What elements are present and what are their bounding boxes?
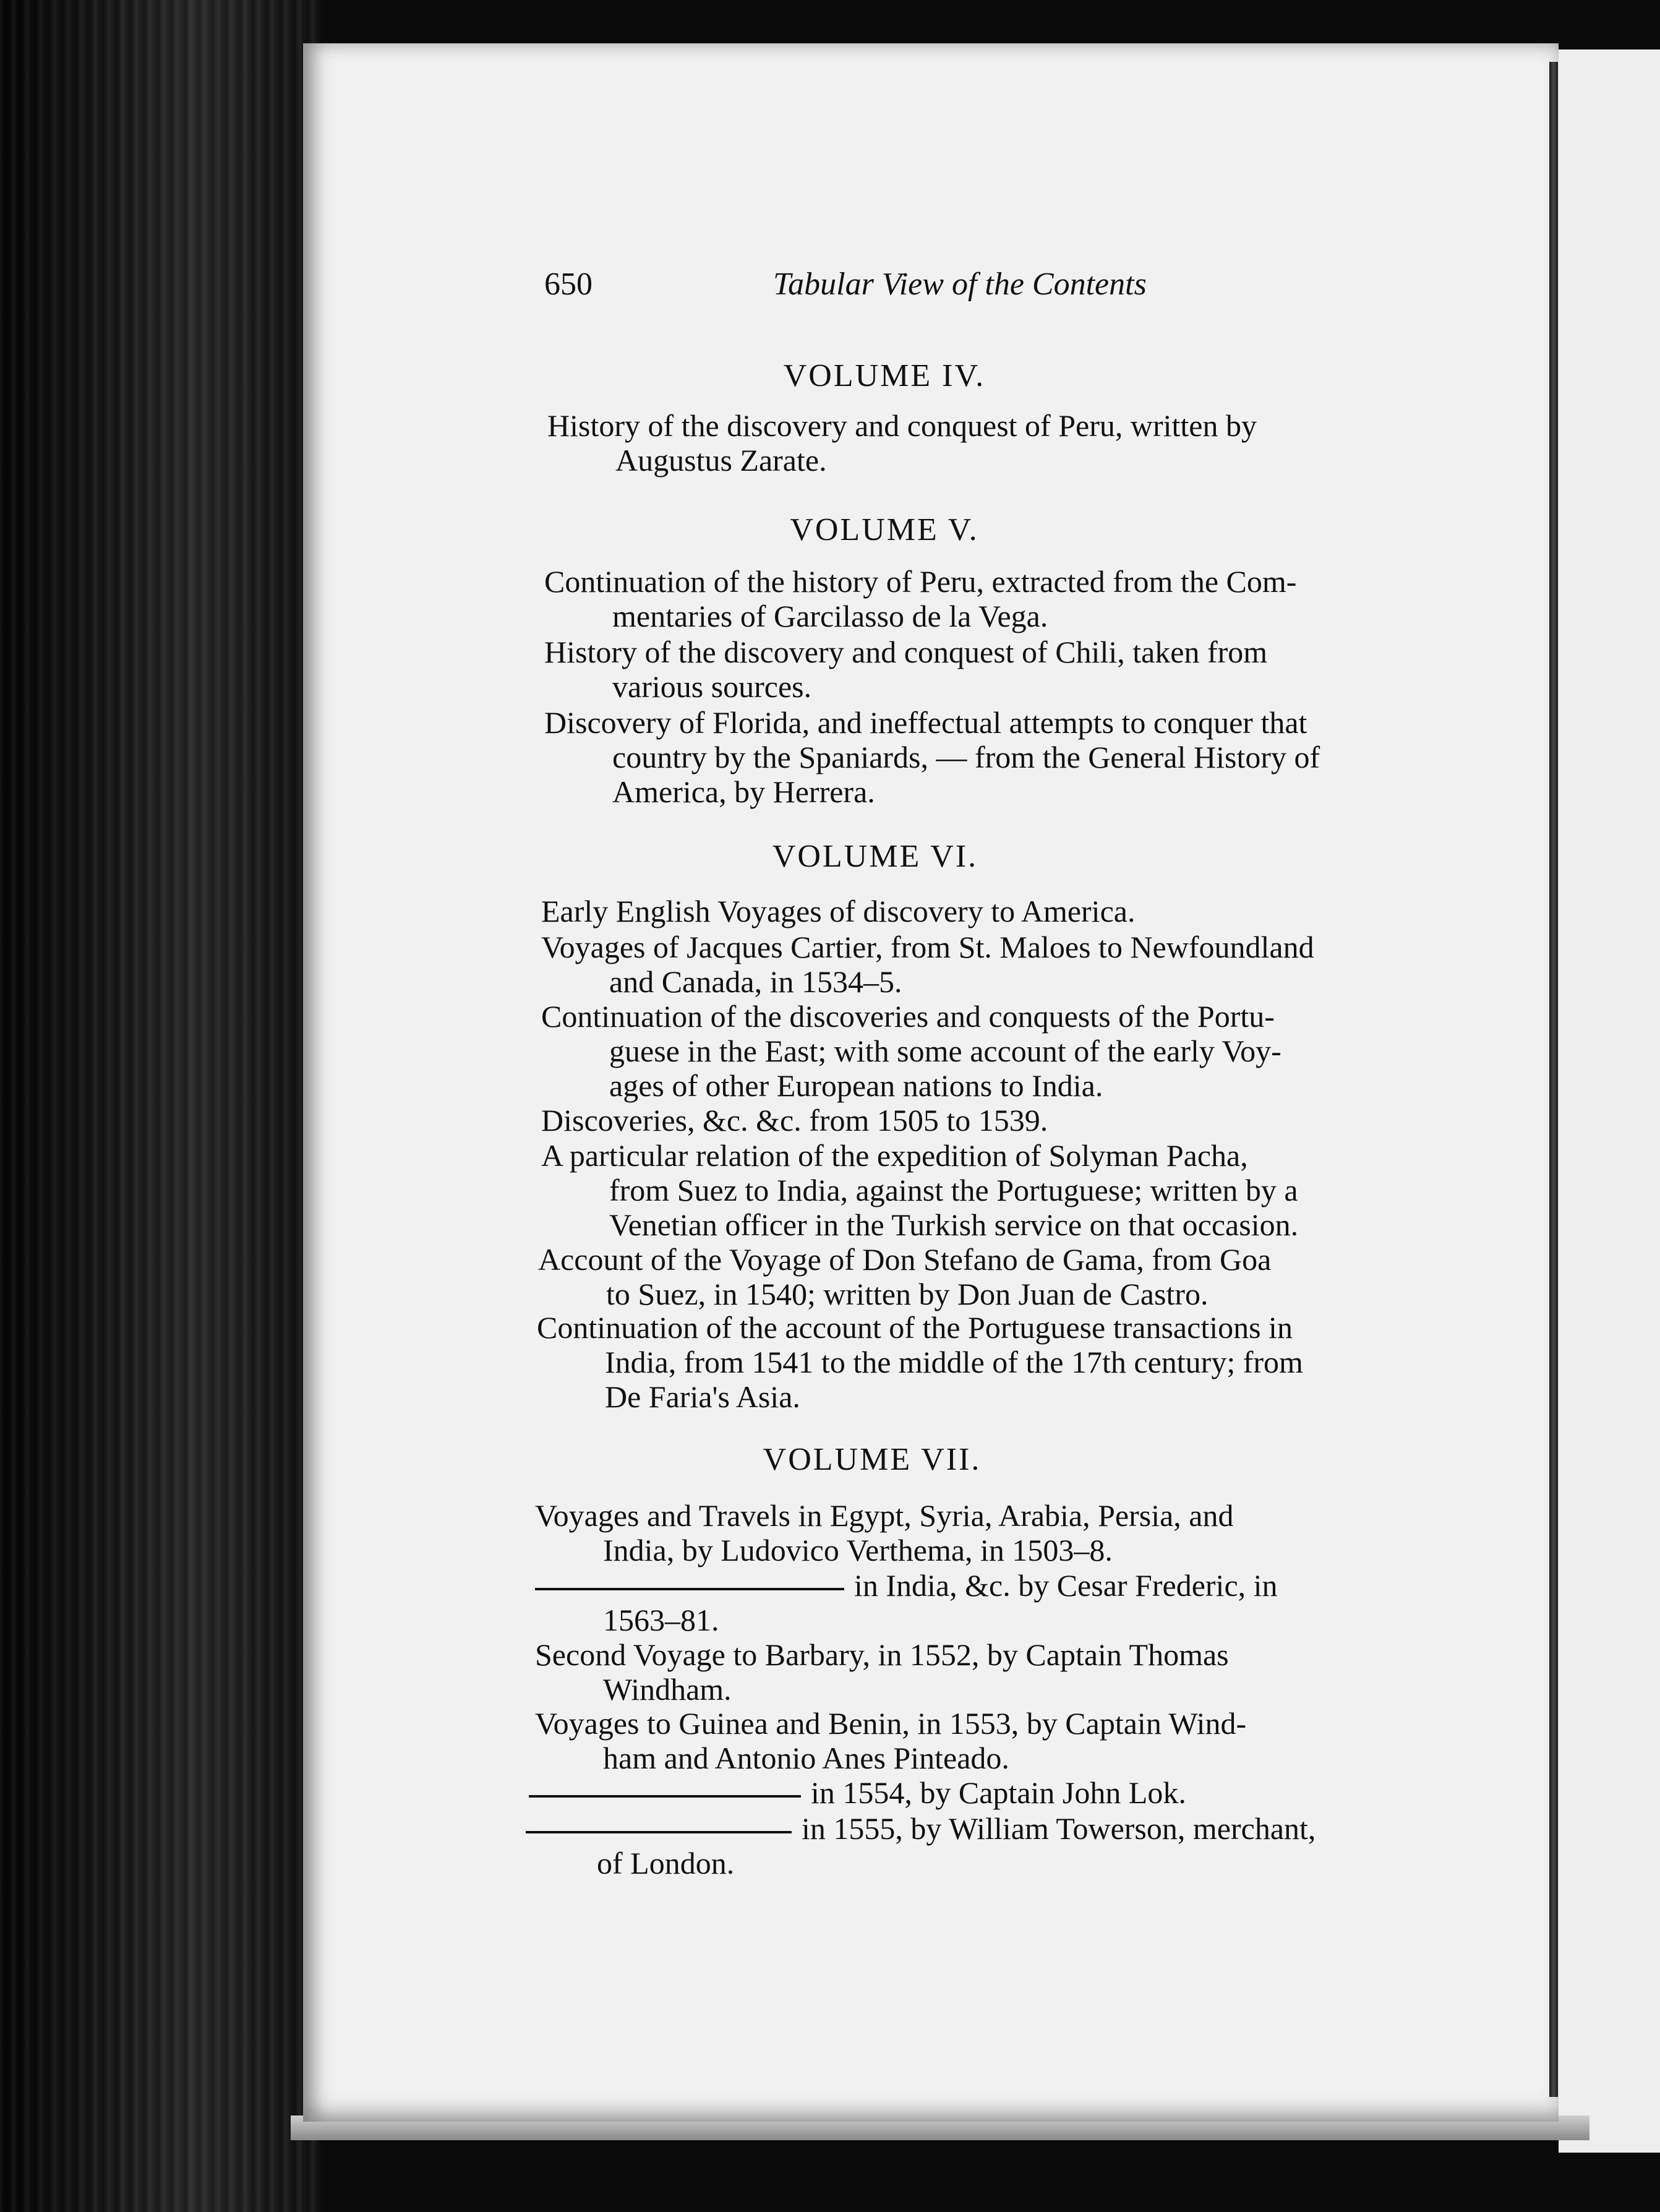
contents-entry [535,1706,1388,1775]
contents-entry [541,930,1395,999]
entry-line: various sources. [612,669,812,704]
entry-line: Second Voyage to Barbary, in 1552, by Captain Thomas [535,1637,1229,1672]
entry-line: Voyages and Travels in Egypt, Syria, Arabia, Persia, and [535,1498,1234,1533]
entry-line: mentaries of Garcilasso de la Vega. [612,599,1048,633]
running-title: Tabular View of the Contents [773,267,1147,302]
contents-entry [529,1775,1382,1810]
book-edge [0,0,322,2212]
entry-line: De Faria's Asia. [605,1379,800,1414]
contents-entry [535,1568,1388,1637]
page-gutter [1549,62,1558,2097]
entry-line: Account of the Voyage of Don Stefano de Gama, from Goa [538,1242,1272,1277]
entry-line: to Suez, in 1540; written by Don Juan de Castro. [606,1277,1209,1311]
ditto-rule [535,1588,844,1590]
entry-line: Continuation of the account of the Portuguese transactions in [537,1310,1293,1345]
entry-line: in 1554, by Captain John Lok. [811,1775,1186,1810]
entry-line: Continuation of the discoveries and conquests of the Portu- [541,999,1275,1034]
contents-entry [544,635,1398,704]
contents-entry [541,999,1395,1103]
volume-heading: VOLUME IV. [783,358,986,393]
entry-line: 1563–81. [603,1603,719,1637]
contents-entry [535,1498,1388,1567]
contents-entry [537,1310,1390,1414]
volume-heading: VOLUME VI. [772,839,978,874]
contents-entry [541,894,1395,928]
ditto-rule [529,1795,801,1798]
ditto-rule [526,1831,792,1833]
contents-entry [544,705,1398,809]
entry-line: Discoveries, &c. &c. from 1505 to 1539. [541,1103,1048,1138]
contents-entry [526,1811,1379,1880]
entry-line: guese in the East; with some account of the early Voy- [609,1034,1281,1068]
entry-line: in India, &c. by Cesar Frederic, in [854,1568,1278,1603]
entry-line: India, from 1541 to the middle of the 17th century; from [605,1345,1303,1379]
entry-line: India, by Ludovico Verthema, in 1503–8. [603,1533,1113,1567]
entry-line: America, by Herrera. [612,774,875,809]
entry-line: ham and Antonio Anes Pinteado. [603,1741,1009,1775]
entry-line: and Canada, in 1534–5. [609,964,902,999]
entry-line: of London. [597,1846,735,1880]
entry-line: ages of other European nations to India. [609,1068,1103,1103]
facing-page [1559,49,1660,2153]
contents-entry [541,1138,1395,1242]
contents-entry [541,1103,1395,1138]
entry-line: History of the discovery and conquest of Peru, written by [547,408,1257,443]
entry-line: History of the discovery and conquest of Chili, taken from [544,635,1268,669]
entry-line: Continuation of the history of Peru, extracted from the Com- [544,564,1297,599]
entry-line: Early English Voyages of discovery to America. [541,894,1136,928]
entry-line: Voyages to Guinea and Benin, in 1553, by Captain Wind- [535,1706,1247,1741]
entry-line: in 1555, by William Towerson, merchant, [802,1811,1316,1846]
entry-line: country by the Spaniards, — from the General History of [612,740,1320,774]
volume-heading: VOLUME V. [790,512,979,547]
entry-line: Venetian officer in the Turkish service on that occasion. [609,1207,1299,1242]
entry-line: A particular relation of the expedition of Solyman Pacha, [541,1138,1248,1173]
entry-line: Augustus Zarate. [615,443,827,478]
volume-heading: VOLUME VII. [763,1442,982,1477]
contents-entry [538,1242,1392,1311]
page-number: 650 [544,267,593,302]
page-header [544,266,1169,315]
entry-line: Windham. [603,1672,732,1707]
contents-entry [535,1637,1388,1707]
contents-entry [547,408,1401,478]
entry-line: Voyages of Jacques Cartier, from St. Maloes to Newfoundland [541,930,1314,964]
entry-line: Discovery of Florida, and ineffectual attempts to conquer that [544,705,1307,740]
entry-line: from Suez to India, against the Portuguese; written by a [609,1173,1298,1207]
contents-entry [544,564,1398,633]
